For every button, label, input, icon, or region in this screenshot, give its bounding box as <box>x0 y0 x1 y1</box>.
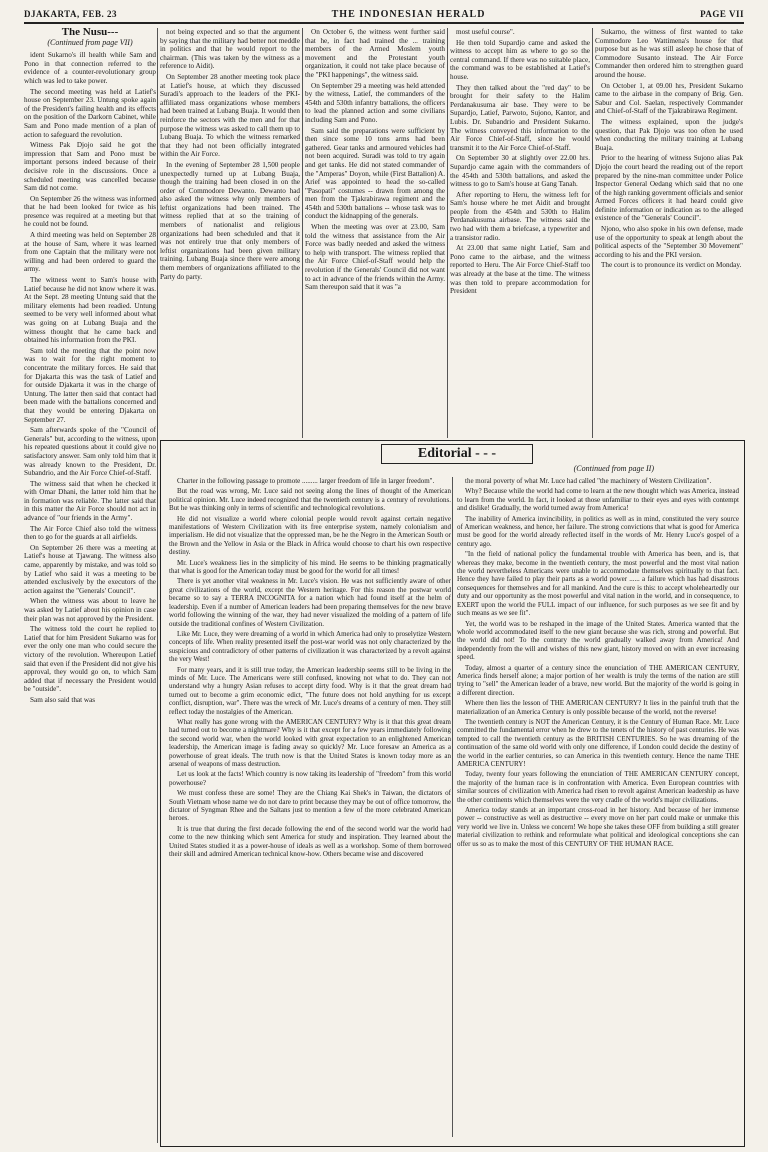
editorial-banner: Editorial - - - <box>381 444 533 464</box>
paragraph: Sam said the preparations were sufficient by then since some 10 tons arms had been gathered. Gear tanks and armoured vehicles had not been acquired. Suradi was told to try again and get tanks. He did not stated commander of the "Amperas" Doyon, while (First Battalion) A. Arief was appointed to head the so-called "Pasopati" costumes -- drawn from among the men from the Tjakrabirawa regiment and the 454th and 530th battalions -- whose task was to conduct the kidnapping of the generals. <box>305 126 445 221</box>
masthead-paper-name: THE INDONESIAN HERALD <box>331 8 486 20</box>
paragraph: It is true that during the first decade following the end of the second world war the world had come to the new thinking which sent America for study and inspiration. They learned about the United States studied it as a power-house of ideals as well as a workshop. Some of them borrowed their skill and admired American technical know-how. Others became wise and discovered <box>169 824 451 859</box>
paragraph: What really has gone wrong with the AMERICAN CENTURY? Why is it that this great dream had turned out to become a nightmare? Why is it that except for a few years immediately following the second world war, when the world looked with great expectation to an enlightened American leadership, the American image is fading away so quickly? Mr. Luce foresaw an America as a powerhouse of great ideals. The truth now is that the United States is known today more as an arsenal of weapons of mass destruction. <box>169 717 451 768</box>
paragraph: Let us look at the facts! Which country is now taking its leadership of "freedom" from this world powerhouse? <box>169 770 451 787</box>
story-continued-note: (Continued from page VII) <box>47 37 133 47</box>
paragraph: At 23.00 that same night Latief, Sam and Pono came to the airbase, and the witness reported to Heru. The Air Force Chief-Staff too was already at the base at the time. The witness was then told to prepare accommodation for President <box>450 244 590 296</box>
paragraph: America today stands at an important cross-road in her history. And because of her immense power -- constructive as well as destructive -- every move on her part could make or unmake this very world we live in. Unless we concern! We hope she takes these OFF from building a still greater material civilization to rethink and reformulate what political and ideological conceptions she can offer us so as to make the most of this CENTURY OF THE HUMAN RACE. <box>457 806 739 848</box>
paragraph: Like Mr. Luce, they were dreaming of a world in which America had only to proselytize Western concepts of life. When reality presented itself the post-war world was not only characterized by the suspicious and contradictory of other patterns of civilization it was characterized by a revolt against the very West! <box>169 629 451 664</box>
article-column-4 <box>450 28 590 438</box>
column-divider <box>302 28 303 438</box>
paragraph: The second meeting was held at Latief's house on September 23. Untung spoke again of the President's failing health and its effects on the position of the Darkorn Cabinet, while Sam and Pono made mention of a plan of action to safeguard the revolution. <box>24 87 156 139</box>
paragraph: Witness Pak Djojo said he got the impression that Sam and Pono must be important persons indeed because of their decisive role in the discussions. Once a scheduled meeting was cancelled because Sam did not come. <box>24 141 156 193</box>
paragraph: On October 6, the witness went further said that he, in fact had trained the ... training members of the Armed Moslem youth movement and the Protestant youth organization, it could not take place because of the "PKI happenings", the witness said. <box>305 28 445 79</box>
paragraph: The inability of America invincibility, in politics as well as in mind, constituted the very source of American weakness, and hence, her failure. The strong convictions that what is good for America must be good for the world already reflected itself in the words of Mr. Henry Luce's gospel of a century ago. <box>457 514 739 548</box>
article-column-1 <box>24 28 156 1143</box>
paragraph: The court is to pronounce its verdict on Monday. <box>601 261 742 270</box>
paragraph: The witness went to Sam's house with Latief because he did not know where it was. At the Sept. 28 meeting Untung said that the military elements had been readied. Untung seemed to be very well informed about what was going on at Lubang Buaja and the witness thought that he came back and obtained his information from the PKI. <box>24 276 156 345</box>
paragraph: After reporting to Heru, the witness left for Sam's house where he met Aidit and brought people from the 454th and 530th to Halim Perdanakusuma airbase. The witness said the two had with them a briefcase, a typewriter and a transistor radio. <box>450 190 590 242</box>
paragraph: Sam afterwards spoke of the "Council of Generals" but, according to the witness, upon his repeated questions about it could give no satisfactory answer. Sam only told him that it was already known to the President, Dr. Subandrio, and the Air Force Chief-of-Staff. <box>24 426 156 478</box>
paragraph: But the road was wrong, Mr. Luce said not seeing along the lines of thought of the American political opinion. Mr. Luce indeed recognized that the twentieth century is a century of revolutions. But he was thinking only in terms of scientific and technological revolutions. <box>169 487 451 513</box>
column-4-body <box>450 28 590 296</box>
masthead-date: DJAKARTA, FEB. 23 <box>24 9 118 19</box>
column-divider <box>592 28 593 438</box>
editorial-continued-note: (Continued from page II) <box>573 464 654 473</box>
paragraph: ident Sukarno's ill health while Sam and Pono in that connection referred to the evidence of a counter-revolutionary group which was led to take power. <box>24 51 156 85</box>
column-divider <box>157 28 158 1143</box>
masthead <box>24 6 744 24</box>
paragraph: Njono, who also spoke in his own defense, made use of the opportunity to speak at length about the political aspects of the "September 30 Movement" according to his and the PKI version. <box>595 225 743 259</box>
article-column-5 <box>595 28 743 438</box>
article-column-2 <box>160 28 300 438</box>
paragraph: Sam also said that was <box>30 695 96 704</box>
paragraph: most useful course". <box>456 28 515 36</box>
paragraph: He did not visualize a world where colonial people would revolt against certain negative manifestations of Western Civilization with its free enterprise system, namely colonialism and imperialism. He did not visualize that the oppressed man, be he the Negro in the American South or the Brown and the Yellow in Asia or the Black in Africa would choose to chart his own respective destiny. <box>169 514 451 557</box>
paragraph: the moral poverty of what Mr. Luce had called "the machinery of Western Civilization". <box>465 477 712 485</box>
article-column-3 <box>305 28 445 438</box>
paragraph: On September 28 another meeting took place at Latief's house, at which they discussed Suradi's approach to the leaders of the PKI-affiliated mass organizations whose members had been trained at Lubang Buaja. It would then reinforce the sectors with the men and for that purpose the witness was asked to call them up to Lubang Buaja. To which the witness remarked that they had not been officially integrated within the Air Force. <box>160 72 300 159</box>
paragraph: not being expected and so that the argument by saying that the military had better not meddle in politics and that he would report to the chairman. (This was taken by the witness as a reference to Aidit). <box>160 28 300 71</box>
editorial-column-left <box>169 477 451 1137</box>
paragraph: The Air Force Chief also told the witness then to go for the guards at all airfields. <box>24 524 156 542</box>
paragraph: Yet, the world was to be reshaped in the image of the United States. America wanted that the whole world accommodated itself to the new giant because she was rich, strong and powerful. But the world did not! To the contrary the world gradually walked away from America! And independently from the will and wishes of this new giant, history moved on with an ever increasing speed. <box>457 619 739 662</box>
paragraph: Why? Because while the world had come to learn at the new thought which was America, instead to learn from the world. In fact, it looked at those unfamiliar to their eyes and eyes with contempt and dislike! Gradually, the world turned away from America! <box>457 487 739 513</box>
paragraph: Mr. Luce's weakness lies in the simplicity of his mind. He seems to be thinking pragmatically that what is good for the American today must be good for the world for all times! <box>169 558 451 576</box>
paragraph: Sukarno, the witness of first wanted to take Commodore Leo Wattimena's house for that purpose but as he was still asleep he chose that of Commodore Susanto instead. The Air Force Commander then ordered him to strengthen guard around the house. <box>595 28 743 79</box>
paragraph: There is yet another vital weakness in Mr. Luce's vision. He was not sufficiently aware of other great civilizations of the world, except the Western heritage. For this reason the postwar world became so to say a TERRA INCOGNITA for a nation which had found itself at the helm of leadership. Even if a number of American leaders had been preparing themselves for the new brave world following the winning of the war, they had never visualized the molding of a pattern of life outside the traditional confines of Western Civilization. <box>169 577 451 628</box>
paragraph: For many years, and it is still true today, the American leadership seems still to be living in the minds of Mr. Luce. The Americans were still confused, knowing not what to do. They can not understand why a hungry Asian refuses to accept dirty food. Why is it that the great dream had turned out to become a grim economic edict, "The future does not hold anything for us except conflict, disruption, war". There was the wreck of Mr. Luce's dreams of a century of men. They still reflect today the nostalgies of the American. <box>169 665 451 716</box>
paragraph: The twentieth century is NOT the American Century, it is the Century of Human Race. Mr. Luce committed the fundamental error when he drew to the tenets of the history of past centuries. He was tempted to call the twentieth century as the BRITISH CENTURIES. So he was dreaming of the continuation of the same old world with only one difference, if London could decide the destiny of the world in the earlier centuries, so can America in this twentieth century. Hence the name THE AMERICA CENTURY! <box>457 717 739 768</box>
paragraph: On September 26 there was a meeting at Latief's house at Tjawang. The witness also came, apparently by mistake, and was told so by Latief who said it was a meeting to be attended exclusively by the executors of the action against the "Generals' Council". <box>24 543 156 595</box>
editorial-box <box>160 440 745 1147</box>
paragraph: The witness said that when he checked it with Omar Dhani, the latter told him that he in formation was reliable. The latter said that in this matter the Air Force should not act in advance of "our friends in the Army". <box>24 479 156 523</box>
paragraph: A third meeting was held on September 28 at the house of Sam, where it was learned from one Captain that the military were not willing and had been ordered to guard the army. <box>24 231 156 274</box>
column-3-body <box>305 28 445 292</box>
paragraph: In the evening of September 28 1,500 people unexpectedly turned up at Lubang Buaja, though the training had been closed in on the order of Commodore Dewanto. Dewanto had also asked the witness why only members of leftist organizations had been trained. The witness replied that at so the training of members of nationalist and religious organizations had been scheduled and that it was not entirely true that only members of leftist organizations had been given military training. Lubang Buaja since there were among them members of organizations affiliated to the Party do party. <box>160 160 300 281</box>
editorial-column-divider <box>452 477 453 1137</box>
paragraph: Charter in the following passage to promote ......... larger freedom of life in larger freedom". <box>177 477 435 485</box>
column-divider <box>447 28 448 438</box>
paragraph: "In the field of national policy the fundamental trouble with America has been, and is, that whereas they make, become in the twentieth century, the most powerful and the most vital nation the world nevertheless Americans were unable to accommodate themselves spiritually to that fact. Hence they have failed to play their parts as a world power ...... a failure which has had disastrous consequences for themselves and for all mankind. And the cure is this: to accept wholeheartedly our duty and our opportunity as the most powerful and vital nation in the world, and in consequence, to EXERT upon the world the FULL impact of our influence, for such purposes as we see fit and by such means as we see fit". <box>457 550 739 618</box>
column-2-body <box>160 28 300 281</box>
paragraph: On September 26 the witness was informed that he had been looked for twice as his presence was required at a meeting but that he could not be found. <box>24 194 156 229</box>
paragraph: Today, almost a quarter of a century since the enunciation of THE AMERICAN CENTURY, America finds herself alone; a major portion of her wealth is truly the terms of the nation are still trying to "sell" the American leader of a brave, new world. But the majority of the world is going in a different direction. <box>457 663 739 697</box>
paragraph: The witness explained, upon the judge's question, that Pak Djojo was too often he used when conducting the military training at Lubang Buaja. <box>595 117 743 152</box>
paragraph: On September 29 a meeting was held attended by the witness, Latief, the commanders of the 454th and 530th infantry battalions, the officers to lead the planned action and some civilians including Sam and Pono. <box>305 81 445 124</box>
column-5-body <box>595 28 743 270</box>
paragraph: On October 1, at 09.00 hrs, President Sukarno came to the airbase in the company of Brig. Gen. Sabur and Col. Saelan, respectively Commander and Chief-of-Staff of the Tjakrabirawa Regiment. <box>595 81 743 116</box>
masthead-page-number: PAGE VII <box>700 9 744 19</box>
paragraph: Sam told the meeting that the point now was to wait for the right moment to concentrate the military forces. He said that for Djakarta this was the task of Latief and for outside Djakarta it was in the charge of Untung. The latter then said that contact had been made with the battalions concerned and that they would be entering Djakarta on September 27. <box>24 346 156 424</box>
column-1-body <box>24 51 156 704</box>
paragraph: When the witness was about to leave he was asked by Latief about his opinion in case their plan was not approved by the President. <box>24 597 156 623</box>
story-headline: The Nusu--- <box>61 28 119 38</box>
paragraph: When the meeting was over at 23.00, Sam told the witness that assistance from the Air Force was badly needed and asked the witness to help with transport. The witness replied that the Air Force Chief-of-Staff would help the revolution if the Generals' Council did not want to act in advance of the friends within the Army. Sam thereupon said that it was "a <box>305 223 445 292</box>
paragraph: We must confess these are some! They are the Chiang Kai Shek's in Taiwan, the dictators of South Vietnam whose name we do not dare to print because they may be out of office tomorrow, the dictator of Syngman Rhee and the Saltans just to mention a few of the more celebrated American heroes. <box>169 789 451 823</box>
editorial-column-right <box>457 477 739 1137</box>
paragraph: Today, twenty four years following the enunciation of THE AMERICAN CENTURY concept, the majority of the human race is in confrontation with America. Even European countries with similar sources of civilization with America had risen to revolt against American leadership as have the other continents which themselves were the very cradle of the world's major civilizations. <box>457 770 739 804</box>
paragraph: Where then lies the lesson of THE AMERICAN CENTURY? It lies in the painful truth that the materialization of an America Century is only possible because of the world, not the reverse! <box>457 699 739 716</box>
paragraph: He then told Supardjo came and asked the witness to accept him as where to go so the central command. If there was no suitable place, the command was to be established at Latief's house. <box>450 38 590 81</box>
paragraph: The witness told the court he replied to Latief that for him President Sukarno was for ever the only one man who could secure the victory of the revolution. Whereupon Latief said that even if the President did not give his approval, they would go on, to which Sam added that if necessary the President would be "outside". <box>24 625 156 694</box>
paragraph: On September 30 at slightly over 22.00 hrs. Supardjo came again with the commanders of the 454th and 530th battalions, and asked the witness to go to Sam's house at Gang Tanah. <box>450 154 590 189</box>
paragraph: Prior to the hearing of witness Sujono alias Pak Djojo the court heard the reading out of the report prepared by the nine-man committee under Police Inspector General Oedang which said that no one of the high ranking government officials and senior Armed Forces officers it had heard could give definite information or indication as to the alleged existence of the "Generals' Council". <box>595 154 743 223</box>
paragraph: They then talked about the "red day" to be brought for their safety to the Halim Perdanakusuma air base. They were to be Supardjo, Latief, Parwoto, Sujono, Kantor, and Lubis. Dr. Subandrio and President Sukarno. The witness conveyed this information to the Air Force Chief-of-Staff, since he would transmit it to the Air Force Chief-of-Staff. <box>450 83 590 152</box>
